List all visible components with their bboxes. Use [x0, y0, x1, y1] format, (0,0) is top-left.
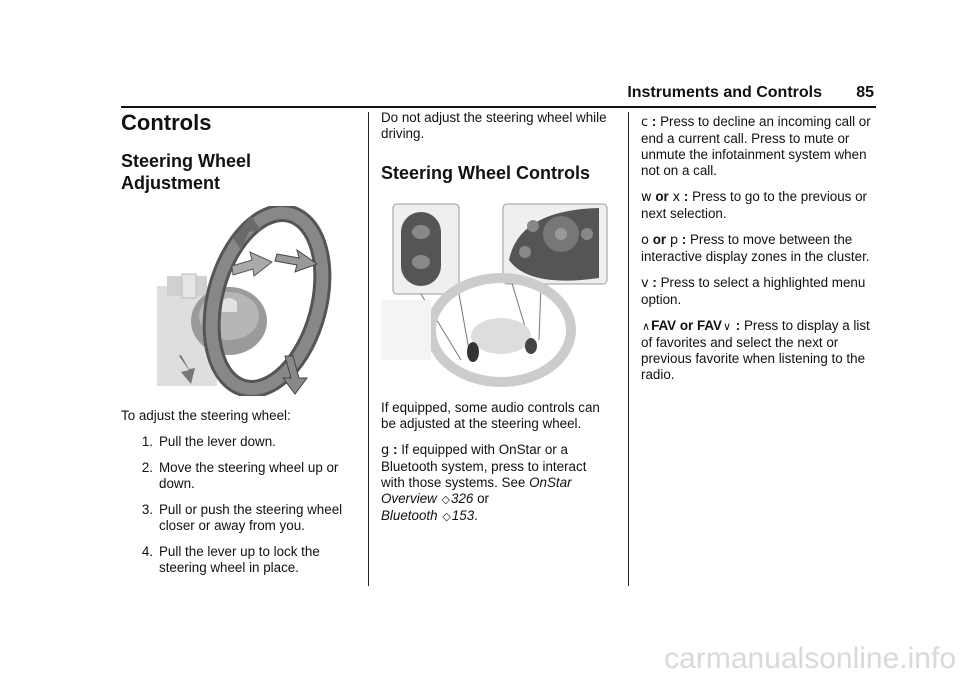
left-right-item [641, 232, 881, 265]
column-divider-1 [368, 112, 369, 586]
header-section-title: Instruments and Controls [627, 84, 822, 101]
phone-icon: g [381, 443, 390, 458]
bluetooth-page[interactable]: 153 [451, 508, 475, 523]
step-4 [121, 544, 356, 576]
onstar-text: If equipped with OnStar or a Bluetooth system, press to interact with those systems. See [381, 442, 587, 490]
left-arrow-icon: o [641, 233, 649, 248]
symbol-colon: : [678, 232, 690, 247]
adjust-intro: To adjust the steering wheel: [121, 408, 291, 423]
end-call-icon: c [641, 115, 649, 130]
step-1 [121, 434, 356, 450]
right-arrow-icon: p [669, 233, 679, 248]
period: . [474, 508, 478, 523]
down-arrow-icon: x [672, 190, 681, 205]
step-number: 2. [141, 460, 153, 475]
bluetooth-link[interactable]: Bluetooth [381, 508, 438, 523]
step-text: Move the steering wheel up or down. [159, 460, 339, 491]
up-down-item [641, 189, 881, 222]
step-text: Pull the lever up to lock the steering wheel in place. [159, 544, 320, 575]
symbol-colon: : [648, 275, 661, 290]
watermark: carmanualsonline.info [664, 642, 956, 675]
step-number: 1. [141, 434, 153, 449]
step-text: Pull or push the steering wheel closer or away from you. [159, 502, 343, 533]
step-3 [121, 502, 356, 534]
favorites-text: Press to display a list of favorites and select the next or previous favorite when listening to the radio. [641, 318, 870, 382]
symbol-colon: : [680, 189, 693, 204]
symbol-colon: : [648, 114, 661, 129]
end-call-item [641, 114, 881, 179]
symbol-colon: : [732, 318, 744, 333]
steering-controls-illustration [381, 200, 611, 390]
adjust-steps [121, 434, 356, 576]
page-ref-icon: ◇ [441, 493, 451, 506]
up-down-text: Press to go to the previous or next selection. [641, 189, 868, 221]
checkmark-icon: v [641, 276, 649, 291]
header-page-number: 85 [856, 84, 874, 101]
warning-text: Do not adjust the steering wheel while driving. [381, 110, 607, 141]
left-right-text: Press to move between the interactive display zones in the cluster. [641, 232, 870, 264]
fav-label: FAV or FAV [651, 318, 722, 333]
or-label: or [648, 232, 670, 247]
or-label: or [651, 189, 673, 204]
column-2 [381, 110, 611, 535]
select-item [641, 275, 881, 308]
column-3 [641, 114, 881, 393]
step-number: 4. [141, 544, 153, 559]
onstar-page[interactable]: 326 [451, 491, 474, 506]
header-rule [121, 106, 876, 108]
symbol-colon: : [393, 442, 402, 457]
fav-up-icon: ∧ [642, 320, 651, 333]
column-1 [121, 110, 356, 586]
fav-down-icon: ∨ [723, 320, 732, 333]
step-2 [121, 460, 356, 492]
audio-controls-text: If equipped, some audio controls can be adjusted at the steering wheel. [381, 400, 600, 431]
onstar-link[interactable]: OnStar Overview [381, 475, 572, 506]
section-title: Controls [121, 110, 212, 135]
subsection-title-line1: Steering Wheel [121, 151, 252, 171]
steering-adjust-illustration [157, 206, 357, 396]
column-divider-2 [628, 112, 629, 586]
subsection-title [121, 150, 356, 194]
controls-heading: Steering Wheel Controls [381, 163, 591, 183]
page-header [0, 84, 960, 104]
end-call-text: Press to decline an incoming call or end a current call. Press to mute or unmute the infotainment system when not on a call. [641, 114, 871, 178]
subsection-title-line2: Adjustment [121, 173, 220, 193]
select-text: Press to select a highlighted menu option. [641, 275, 866, 307]
step-number: 3. [141, 502, 153, 517]
favorites-item [641, 318, 881, 383]
page-ref-icon: ◇ [442, 510, 451, 523]
step-text: Pull the lever down. [159, 434, 276, 449]
up-arrow-icon: w [641, 190, 652, 205]
onstar-paragraph [381, 442, 611, 525]
or-text: or [477, 491, 490, 506]
